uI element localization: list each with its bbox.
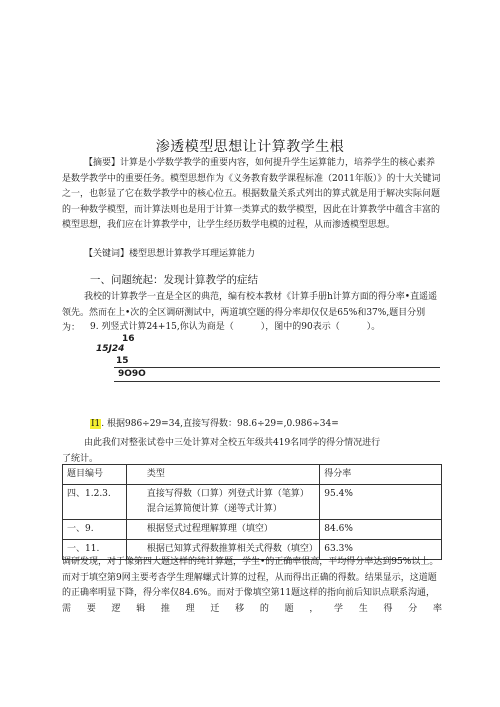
remainder: 9O9O [118,369,146,379]
long-division-figure [90,334,440,393]
survey-line-2: 了统计。 [62,453,99,464]
question-11 [90,416,339,429]
dividend-line: 15J24 [96,344,125,354]
header-id: 题目编号 [63,465,127,485]
paragraph-intro: 我校的计算教学一直是全区的典范，编有校本教材《计算手册h计算方面的得分率•直遥遥领先。然而在上•次的全区调研测试中，两道填空题的得分率却仅仅是65%和37%,题目分别为： [62,292,438,333]
row-id: 四、1.2.3. [63,485,127,520]
subtrahend: 15 [116,356,129,366]
table-row [63,485,442,520]
findings-body: 调研发现，对于像第四大题这样的纯计算题，学生•的正确率很高，平均得分率达到95%以上。而对于填空第9网主要考杳学生理解螺式计算的过程，从而得出正确的得数。结果显示，这道题的正确率明显下降，得分率仅84.6%。而对于像填空第11题这样的指向前后知识点联系沟通， [62,557,439,598]
keywords: 【关键词】楼型思想计算教学耳理运算能力 [84,249,256,259]
quotient: 16 [122,334,135,344]
question-11-text: . 根据986÷29=34,直接写得数：98.6÷29=,0.986÷34= [101,419,339,429]
question-9: 9. 列竖式计算24+15,你认为商是（ ），图中的90表示（ ）。 [90,322,381,332]
paragraph-survey [62,436,442,467]
section-heading: 一、问题统起：发现计算教学的症结 [90,274,258,286]
row-rate: 84.6% [320,520,442,540]
table-row [63,520,442,540]
row-id: 一、11. [63,540,127,560]
question-11-number: I1 [91,419,101,429]
row-type: 根据竖式过程理解算理（填空） [126,520,319,540]
paragraph-findings [62,555,442,617]
division-rule-1 [114,367,440,368]
abstract: 【摘要】计算是小学数学教学的重要内容，如何提升学生运算能力，培养学生的核心素养是数学教学中的重要任务。模型思想作为《义务教育数学课程标准（2011年版）》的十大关键词之一，也彰显了它在数学教学中的核心位五。根据数量关系式列出的算式就是用于解决实际问题的一种数学模型，而计算法则也是用于计算一类算式的数学模型，因此在计算教学中蕴含丰富的模型思想，我们应在计算教学中，让学生经历数学电模的过程，从而渗透模型思想。 [62,158,441,230]
page-title: 渗透模型思想让计算教学生根 [155,139,345,155]
division-rule-2 [114,381,440,382]
score-table [62,464,442,560]
row-rate: 63.3% [320,540,442,560]
header-type: 类型 [126,465,319,485]
survey-line-1: 由此我们对整张试卷中三处计算对全校五年级共419名同学的得分情况进行 [84,438,381,448]
table-header-row [63,465,442,485]
row-type: 根据已知算式得数推算相关式得数（填空） [126,540,319,560]
row-rate: 95.4% [320,485,442,520]
header-rate: 得分率 [320,465,442,485]
row-id: 一、9. [63,520,127,540]
row-type: 直接写得数（口算）列登式计算（笔算）混合运算简便计算（递等式计算） [126,485,319,520]
findings-last-line: 需要逻辑推理迁移的题，学生得分率 [62,603,442,614]
